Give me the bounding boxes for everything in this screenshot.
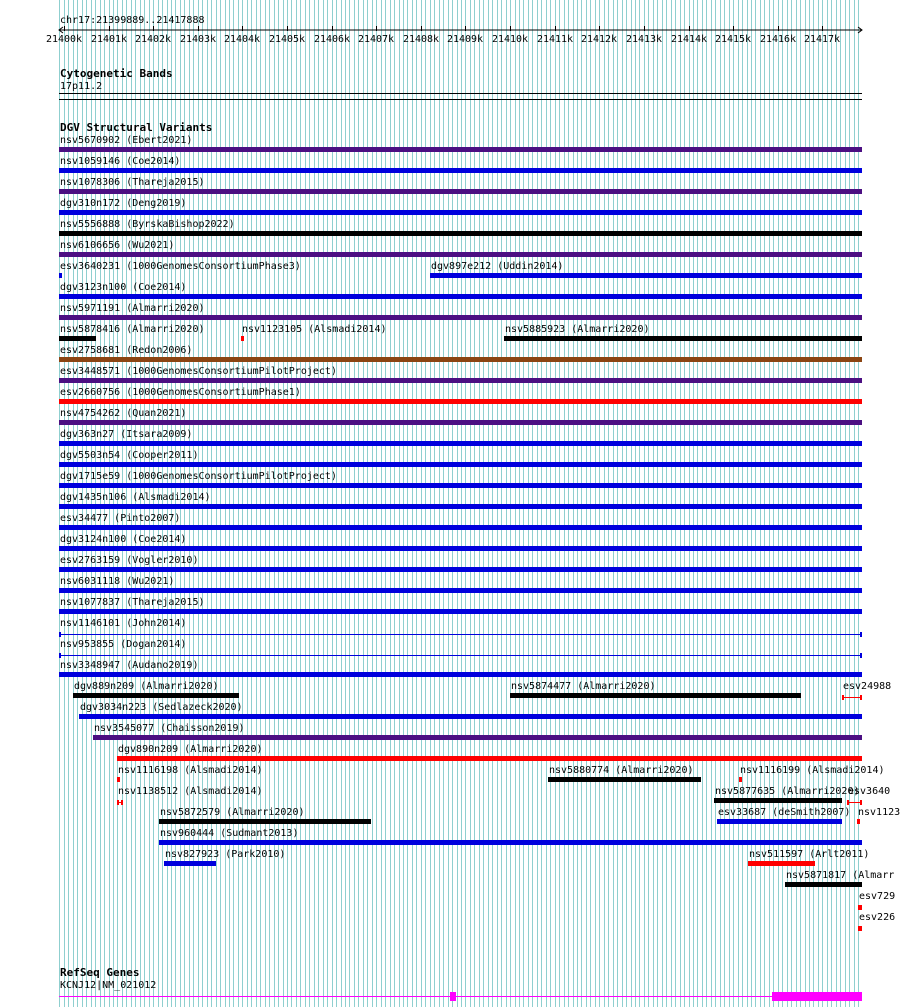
variant-label[interactable]: nsv1059146 (Coe2014) <box>60 156 181 167</box>
ruler-tick-label: 21402k <box>134 34 172 45</box>
variant-feature-bar[interactable] <box>159 840 862 845</box>
ruler-tick <box>421 26 422 31</box>
refseq-gene-intron-line[interactable] <box>59 996 862 997</box>
variant-feature-bar[interactable] <box>59 420 862 425</box>
variant-feature-bar[interactable] <box>59 336 96 341</box>
variant-label[interactable]: nsv5872579 (Almarri2020) <box>160 807 305 818</box>
cytoband-track-title: Cytogenetic Bands <box>60 67 173 80</box>
variant-label[interactable]: nsv5878416 (Almarri2020) <box>60 324 205 335</box>
variant-label[interactable]: dgv889n209 (Almarri2020) <box>74 681 219 692</box>
variant-label[interactable]: nsv1123 <box>858 807 900 818</box>
variant-feature-bar[interactable] <box>59 567 862 572</box>
ruler-tick <box>242 26 243 31</box>
variant-feature-bar[interactable] <box>504 336 862 341</box>
variant-label[interactable]: dgv1435n106 (Alsmadi2014) <box>60 492 211 503</box>
variant-feature-bar[interactable] <box>842 695 862 700</box>
ruler-tick <box>332 26 333 31</box>
variant-feature-bar[interactable] <box>739 777 742 782</box>
variant-feature-bar[interactable] <box>548 777 701 782</box>
variant-label[interactable]: nsv5880774 (Almarri2020) <box>549 765 694 776</box>
ruler-tick <box>198 26 199 31</box>
variant-label[interactable]: esv24988 <box>843 681 892 692</box>
variant-label[interactable]: nsv1077837 (Thareja2015) <box>60 597 205 608</box>
variant-feature-bar[interactable] <box>59 252 862 257</box>
ruler-tick <box>778 26 779 31</box>
variant-feature-bar[interactable] <box>59 441 862 446</box>
refseq-gene-exon[interactable] <box>772 992 862 1001</box>
variant-label[interactable]: dgv1715e59 (1000GenomesConsortiumPilotProject) <box>60 471 337 482</box>
variant-label[interactable]: nsv4754262 (Quan2021) <box>60 408 187 419</box>
ruler-tick <box>465 26 466 31</box>
variant-label[interactable]: nsv511597 (Arlt2011) <box>749 849 870 860</box>
variant-feature-bar[interactable] <box>714 798 842 803</box>
variant-label[interactable]: dgv890n209 (Almarri2020) <box>118 744 263 755</box>
ruler-tick <box>64 26 65 31</box>
variant-feature-bar[interactable] <box>59 147 862 152</box>
cytoband-label[interactable]: 17p11.2 <box>60 81 103 92</box>
variant-feature-bar[interactable] <box>93 735 862 740</box>
variant-label[interactable]: nsv5556888 (ByrskaBishop2022) <box>60 219 235 230</box>
refseq-track-title: RefSeq Genes <box>60 966 140 979</box>
ruler-tick-label: 21404k <box>223 34 261 45</box>
variant-feature-bar[interactable] <box>59 588 862 593</box>
variant-feature-bar[interactable] <box>59 525 862 530</box>
ruler-position: chr17:21399889..21417888 <box>60 15 205 26</box>
variant-feature-bar[interactable] <box>59 357 862 362</box>
ruler-tick-label: 21406k <box>313 34 351 45</box>
variant-label[interactable]: esv2758681 (Redon2006) <box>60 345 193 356</box>
variant-label[interactable]: dgv3124n100 (Coe2014) <box>60 534 187 545</box>
variant-label[interactable]: nsv953855 (Dogan2014) <box>60 639 187 650</box>
variant-label[interactable]: esv2660756 (1000GenomesConsortiumPhase1) <box>60 387 301 398</box>
variant-feature-bar[interactable] <box>241 336 244 341</box>
variant-feature-bar[interactable] <box>59 378 862 383</box>
variant-feature-bar[interactable] <box>430 273 862 278</box>
variant-feature-bar[interactable] <box>858 905 862 910</box>
ruler-tick <box>822 26 823 31</box>
ruler-tick-label: 21410k <box>491 34 529 45</box>
variant-feature-bar[interactable] <box>59 231 862 236</box>
ruler-tick-label: 21401k <box>90 34 128 45</box>
ruler-tick-label: 21403k <box>179 34 217 45</box>
variant-label[interactable]: esv729 <box>859 891 896 902</box>
ruler-tick <box>733 26 734 31</box>
variant-label[interactable]: nsv1116199 (Alsmadi2014) <box>740 765 885 776</box>
variant-label[interactable]: nsv5885923 (Almarri2020) <box>505 324 650 335</box>
ruler-tick-label: 21411k <box>536 34 574 45</box>
ruler-tick-label: 21412k <box>580 34 618 45</box>
ruler-tick-label: 21414k <box>670 34 708 45</box>
variant-feature-bar[interactable] <box>510 693 801 698</box>
variant-label[interactable]: nsv5670902 (Ebert2021) <box>60 135 193 146</box>
variant-feature-bar[interactable] <box>847 800 862 805</box>
variant-label[interactable]: nsv3545077 (Chaisson2019) <box>94 723 245 734</box>
cytoband-bar-top <box>59 93 862 94</box>
ruler-tick-label: 21408k <box>402 34 440 45</box>
dgv-track-title: DGV Structural Variants <box>60 121 213 134</box>
variant-label[interactable]: nsv827923 (Park2010) <box>165 849 286 860</box>
variant-feature-bar[interactable] <box>59 294 862 299</box>
ruler-tick <box>689 26 690 31</box>
variant-feature-bar[interactable] <box>717 819 842 824</box>
variant-label[interactable]: nsv1123105 (Alsmadi2014) <box>242 324 387 335</box>
variant-feature-bar[interactable] <box>59 653 862 658</box>
ruler-tick <box>153 26 154 31</box>
variant-label[interactable]: nsv1116198 (Alsmadi2014) <box>118 765 263 776</box>
variant-feature-bar[interactable] <box>59 504 862 509</box>
variant-feature-bar[interactable] <box>59 168 862 173</box>
variant-label[interactable]: nsv5871817 (Almarr <box>786 870 895 881</box>
ruler-tick-label: 21409k <box>446 34 484 45</box>
ruler-tick-label: 21405k <box>268 34 306 45</box>
ruler-tick <box>287 26 288 31</box>
variant-feature-bar[interactable] <box>164 861 216 866</box>
variant-feature-bar[interactable] <box>59 546 862 551</box>
variant-label[interactable]: nsv960444 (Sudmant2013) <box>160 828 299 839</box>
variant-label[interactable]: esv33687 (deSmith2007) <box>718 807 851 818</box>
variant-label[interactable]: nsv5874477 (Almarri2020) <box>511 681 656 692</box>
variant-label[interactable]: nsv3348947 (Audano2019) <box>60 660 199 671</box>
variant-label[interactable]: esv226 <box>859 912 896 923</box>
variant-feature-bar[interactable] <box>59 462 862 467</box>
variant-label[interactable]: dgv3123n100 (Coe2014) <box>60 282 187 293</box>
variant-label[interactable]: nsv5971191 (Almarri2020) <box>60 303 205 314</box>
refseq-gene-label[interactable]: KCNJ12|NM_021012 <box>60 980 157 991</box>
ruler-tick-label: 21407k <box>357 34 395 45</box>
variant-feature-bar[interactable] <box>59 189 862 194</box>
cytoband-bar-bottom <box>59 99 862 100</box>
ruler-tick <box>376 26 377 31</box>
variant-feature-bar[interactable] <box>59 273 62 278</box>
variant-feature-bar[interactable] <box>59 399 862 404</box>
variant-label[interactable]: dgv5503n54 (Cooper2011) <box>60 450 199 461</box>
refseq-gene-exon[interactable] <box>450 992 456 1001</box>
variant-label[interactable]: nsv6106656 (Wu2021) <box>60 240 175 251</box>
variant-feature-bar[interactable] <box>73 693 239 698</box>
ruler-tick <box>599 26 600 31</box>
variant-label[interactable]: esv34477 (Pinto2007) <box>60 513 181 524</box>
ruler-tick <box>555 26 556 31</box>
variant-feature-bar[interactable] <box>159 819 371 824</box>
ruler-tick-label: 21415k <box>714 34 752 45</box>
variant-feature-bar[interactable] <box>59 483 862 488</box>
ruler-tick-label: 21400k <box>45 34 83 45</box>
variant-label[interactable]: dgv310n172 (Deng2019) <box>60 198 187 209</box>
variant-feature-bar[interactable] <box>857 819 860 824</box>
variant-feature-bar[interactable] <box>858 926 862 931</box>
variant-feature-bar[interactable] <box>59 315 862 320</box>
variant-feature-bar[interactable] <box>59 210 862 215</box>
variant-label[interactable]: nsv1078306 (Thareja2015) <box>60 177 205 188</box>
variant-feature-bar[interactable] <box>748 861 815 866</box>
ruler-tick <box>644 26 645 31</box>
variant-label[interactable]: dgv363n27 (Itsara2009) <box>60 429 193 440</box>
variant-feature-bar[interactable] <box>117 777 120 782</box>
ruler-tick-label: 21413k <box>625 34 663 45</box>
variant-feature-bar[interactable] <box>117 800 123 805</box>
variant-feature-bar[interactable] <box>117 756 862 761</box>
ruler-tick <box>109 26 110 31</box>
ruler-tick-label: 21417k <box>803 34 841 45</box>
variant-feature-bar[interactable] <box>785 882 862 887</box>
variant-label[interactable]: esv3640231 (1000GenomesConsortiumPhase3) <box>60 261 301 272</box>
ruler-tick <box>510 26 511 31</box>
variant-label[interactable]: dgv3034n223 (Sedlazeck2020) <box>80 702 243 713</box>
ruler-tick-label: 21416k <box>759 34 797 45</box>
variant-label[interactable]: esv3448571 (1000GenomesConsortiumPilotProject) <box>60 366 337 377</box>
variant-label[interactable]: nsv5877635 (Almarri2020) <box>715 786 860 797</box>
variant-feature-bar[interactable] <box>59 609 862 614</box>
variant-label[interactable]: dgv897e212 (Uddin2014) <box>431 261 564 272</box>
variant-feature-bar[interactable] <box>59 672 862 677</box>
variant-label[interactable]: nsv1138512 (Alsmadi2014) <box>118 786 263 797</box>
variant-feature-bar[interactable] <box>79 714 862 719</box>
variant-label[interactable]: esv2763159 (Vogler2010) <box>60 555 199 566</box>
variant-label[interactable]: nsv6031118 (Wu2021) <box>60 576 175 587</box>
variant-label[interactable]: esv3640 <box>848 786 891 797</box>
variant-label[interactable]: nsv1146101 (John2014) <box>60 618 187 629</box>
variant-feature-bar[interactable] <box>59 632 862 637</box>
